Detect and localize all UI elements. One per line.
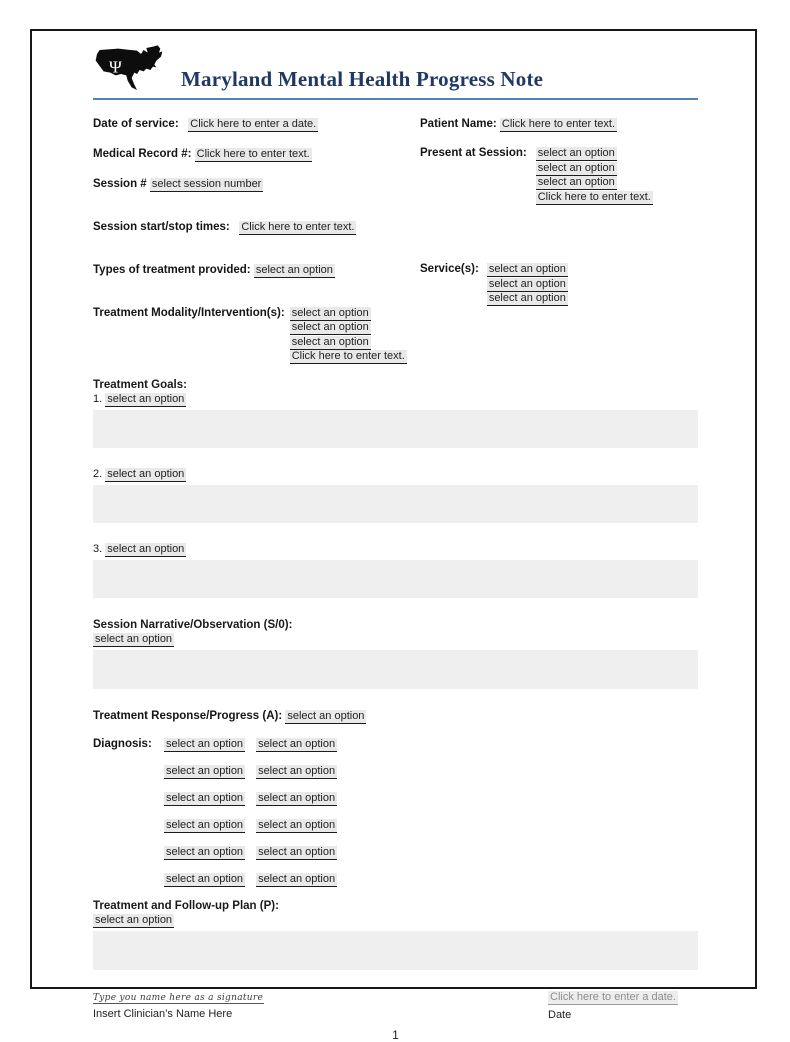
- session-narrative-heading: Session Narrative/Observation (S/0):: [93, 618, 293, 631]
- patient-name-label: Patient Name:: [420, 118, 497, 130]
- diagnosis-select-1b[interactable]: select an option: [258, 737, 336, 750]
- field-medical-record: [93, 147, 420, 162]
- followup-plan-heading: Treatment and Follow-up Plan (P):: [93, 899, 279, 912]
- date-label: Date: [548, 1008, 572, 1021]
- treatment-modality-select-1[interactable]: select an option: [291, 306, 369, 319]
- footer-date-input[interactable]: Click here to enter a date.: [550, 990, 676, 1003]
- diagnosis-select-2a[interactable]: select an option: [166, 764, 244, 777]
- medical-record-input[interactable]: Click here to enter text.: [196, 148, 310, 160]
- treatment-modality-label: Treatment Modality/Intervention(s):: [93, 306, 285, 319]
- treatment-modality-text-input[interactable]: Click here to enter text.: [291, 350, 405, 362]
- goal-1-line: [93, 393, 698, 407]
- goal-3-textbox[interactable]: [93, 560, 698, 598]
- services-select-2[interactable]: select an option: [488, 277, 566, 290]
- goal-1-number: 1.: [93, 392, 103, 405]
- clinician-name-label: Insert Clinician’s Name Here: [93, 1007, 233, 1020]
- goal-3-line: [93, 543, 698, 557]
- session-times-input[interactable]: Click here to enter text.: [241, 221, 355, 233]
- field-session-number: [93, 177, 420, 192]
- followup-plan-textbox[interactable]: [93, 931, 698, 970]
- field-date-of-service: [93, 117, 420, 132]
- patient-name-input[interactable]: Click here to enter text.: [501, 118, 615, 130]
- present-at-session-label: Present at Session:: [420, 147, 527, 159]
- date-of-service-label: Date of service:: [93, 118, 179, 130]
- field-services: [420, 263, 698, 307]
- goal-2-line: [93, 468, 698, 482]
- types-of-treatment-label: Types of treatment provided:: [93, 264, 251, 276]
- goal-2-select[interactable]: select an option: [107, 467, 185, 480]
- goal-2-textbox[interactable]: [93, 485, 698, 523]
- field-present-at-session: [420, 147, 698, 205]
- goal-1-textbox[interactable]: [93, 410, 698, 448]
- session-narrative-select[interactable]: select an option: [95, 632, 173, 645]
- field-patient-name: [420, 117, 698, 132]
- header: [93, 44, 698, 96]
- diagnosis-select-2b[interactable]: select an option: [258, 764, 336, 777]
- diagnosis-select-3b[interactable]: select an option: [258, 791, 336, 804]
- session-number-label: Session #: [93, 178, 147, 190]
- diagnosis-select-1a[interactable]: select an option: [166, 737, 244, 750]
- diagnosis-select-3a[interactable]: select an option: [166, 791, 244, 804]
- diagnosis-select-6b[interactable]: select an option: [258, 872, 336, 885]
- field-treatment-modality: [93, 307, 698, 365]
- date-of-service-input[interactable]: Click here to enter a date.: [190, 118, 317, 130]
- session-narrative-select-line: [93, 633, 698, 647]
- session-times-label: Session start/stop times:: [93, 221, 230, 233]
- services-select-1[interactable]: select an option: [488, 263, 566, 275]
- diagnosis-select-6a[interactable]: select an option: [166, 872, 244, 885]
- goal-3-number: 3.: [93, 542, 103, 555]
- date-block: [548, 991, 698, 1021]
- field-types-of-treatment: [93, 263, 420, 278]
- services-select-3[interactable]: select an option: [488, 292, 566, 304]
- present-at-session-select-1[interactable]: select an option: [537, 147, 615, 159]
- treatment-modality-select-3[interactable]: select an option: [291, 335, 369, 348]
- field-treatment-response: [93, 709, 698, 724]
- diagnosis-select-4a[interactable]: select an option: [166, 818, 244, 831]
- goal-1-select[interactable]: select an option: [107, 392, 185, 405]
- session-narrative-textbox[interactable]: [93, 650, 698, 689]
- present-at-session-select-2[interactable]: select an option: [537, 161, 615, 174]
- diagnosis-select-4b[interactable]: select an option: [258, 818, 336, 831]
- treatment-modality-select-2[interactable]: select an option: [291, 321, 369, 333]
- session-number-select[interactable]: select session number: [151, 178, 262, 190]
- goal-2-number: 2.: [93, 467, 103, 480]
- diagnosis-grid: [164, 738, 337, 887]
- header-rule: [93, 98, 698, 100]
- signature-block: [93, 991, 264, 1021]
- footer: [93, 991, 698, 1021]
- followup-plan-select[interactable]: select an option: [95, 913, 173, 926]
- page-title: Maryland Mental Health Progress Note: [181, 67, 544, 91]
- treatment-goals-heading: Treatment Goals:: [93, 378, 187, 391]
- field-diagnosis: [93, 738, 698, 887]
- present-at-session-select-3[interactable]: select an option: [537, 176, 615, 188]
- diagnosis-label: Diagnosis:: [93, 737, 152, 750]
- types-of-treatment-select[interactable]: select an option: [255, 264, 333, 276]
- treatment-response-select[interactable]: select an option: [287, 709, 365, 722]
- diagnosis-select-5b[interactable]: select an option: [258, 845, 336, 858]
- treatment-response-label: Treatment Response/Progress (A):: [93, 709, 283, 722]
- medical-record-label: Medical Record #:: [93, 148, 192, 160]
- services-label: Service(s):: [420, 263, 479, 275]
- field-session-times: [93, 220, 698, 235]
- usa-map-psi-icon: [93, 44, 173, 96]
- goal-3-select[interactable]: select an option: [107, 542, 185, 555]
- page-number: 1: [392, 1027, 399, 1042]
- followup-plan-select-line: [93, 914, 698, 928]
- signature-input[interactable]: Type you name here as a signature: [93, 992, 264, 1003]
- diagnosis-select-5a[interactable]: select an option: [166, 845, 244, 858]
- page-border: [30, 29, 757, 1042]
- psi-symbol: Ψ: [109, 57, 122, 77]
- present-at-session-text-input[interactable]: Click here to enter text.: [537, 190, 651, 203]
